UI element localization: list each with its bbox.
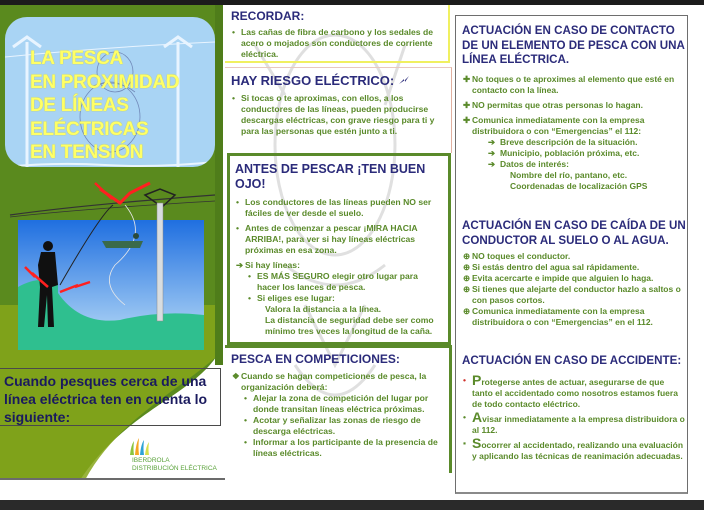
list-item: [462, 408, 687, 436]
arrow-icon: ➔: [488, 158, 496, 169]
detail-text: Coordenadas de localización GPS: [510, 180, 648, 191]
item-text: NO permitas que otras personas lo hagan.: [472, 99, 643, 110]
list-item: [231, 27, 442, 60]
arrow-icon: ➔: [488, 147, 496, 158]
list-item: [462, 306, 687, 328]
section-title: ANTES DE PESCAR ¡TEN BUEN OJO!: [235, 162, 426, 191]
list-item: [462, 371, 687, 410]
list-item: [462, 251, 687, 262]
cover-title: [30, 47, 179, 165]
sub-item: [462, 148, 687, 159]
left-bottom-line: [0, 478, 225, 480]
bullet-icon: •: [248, 293, 252, 303]
bottom-border: [0, 500, 704, 510]
list-item: [462, 74, 687, 96]
circle-bullet-icon: ⊕: [463, 306, 471, 316]
list-item: [231, 93, 445, 137]
sub-item: [231, 415, 443, 437]
list-item: [462, 262, 687, 273]
lightning-bolt-icon: [398, 75, 410, 85]
bullet-icon: •: [232, 93, 236, 103]
section-title: RECORDAR:: [231, 9, 305, 23]
bullet-icon: •: [232, 27, 236, 37]
detail-text: Valora la distancia a la línea.: [265, 304, 382, 314]
logo-line: DISTRIBUCIÓN ELÉCTRICA: [132, 464, 217, 472]
item-text: Si tienes que alejarte del conductor hazlo a saltos o con pasos cortos.: [472, 284, 681, 305]
item-text: Datos de interés:: [500, 158, 569, 169]
callout-box: [0, 368, 221, 426]
section-competiciones: [225, 345, 452, 473]
section-contacto: [462, 24, 687, 192]
item-text: Si estás dentro del agua sal rápidamente.: [472, 262, 640, 272]
item-text: Cuando se hagan competiciones de pesca, la organización deberá:: [241, 371, 427, 392]
iberdrola-logo-icon: [128, 437, 150, 457]
section-title: [231, 73, 445, 88]
title-line: EN PROXIMIDAD: [30, 71, 180, 93]
sub-item: [462, 137, 687, 148]
diamond-bullet-icon: ❖: [232, 371, 240, 381]
bullet-icon: ▪: [463, 437, 467, 448]
circle-bullet-icon: ⊕: [463, 284, 471, 294]
cross-bullet-icon: ✚: [463, 114, 471, 125]
bullet-icon: •: [244, 393, 248, 403]
logo-line: IBERDROLA: [132, 457, 170, 464]
title-box: [5, 17, 215, 167]
initial-letter: A: [472, 408, 483, 425]
right-column: [455, 15, 688, 494]
title-line: ELÉCTRICAS: [30, 118, 149, 140]
title-line: LA PESCA: [30, 48, 123, 69]
bullet-icon: •: [463, 411, 466, 422]
item-text: Informar a los participante de la presencia de líneas eléctricas.: [253, 437, 438, 458]
cover-panel: [0, 5, 223, 480]
item-text: visar inmediatamente a la empresa distribuidora o al 112.: [472, 413, 685, 435]
cross-bullet-icon: ✚: [463, 99, 471, 110]
initial-letter: S: [472, 434, 482, 451]
section-accidente: [462, 354, 687, 462]
item-text: Alejar la zona de competición del lugar por donde transitan líneas eléctrica próximas.: [253, 393, 429, 414]
section-caida: [462, 219, 687, 328]
circle-bullet-icon: ⊕: [463, 262, 471, 272]
item-text: Las cañas de fibra de carbono y los sedales de acero o mojados son conductores de corriente eléctrica.: [241, 27, 434, 59]
sub-item: [235, 293, 443, 304]
detail-text: Nombre del río, pantano, etc.: [510, 169, 628, 180]
bullet-icon: •: [244, 415, 248, 425]
bullet-icon: •: [236, 223, 240, 233]
list-item: [462, 434, 687, 462]
item-text: Si hay líneas:: [245, 260, 300, 270]
bullet-icon: •: [248, 271, 252, 281]
item-text: NO toques el conductor.: [472, 251, 571, 261]
section-title: ACTUACIÓN EN CASO DE ACCIDENTE:: [462, 354, 682, 367]
bullet-icon: •: [244, 437, 248, 447]
section-antes-de-pescar: [227, 153, 451, 345]
item-text: Breve descripción de la situación.: [500, 136, 638, 147]
item-text: Si eliges ese lugar:: [257, 293, 335, 303]
initial-letter: P: [472, 371, 482, 388]
list-item: [462, 284, 687, 306]
circle-bullet-icon: ⊕: [463, 273, 471, 283]
arrow-icon: ➔: [488, 136, 496, 147]
bullet-icon: •: [236, 197, 240, 207]
sub-item: [231, 437, 443, 459]
sub-item: [235, 271, 443, 293]
item-text: No toques o te aproximes al elemento que esté en contacto con la línea.: [472, 73, 675, 95]
section-title: PESCA EN COMPETICIONES:: [231, 352, 400, 366]
logo-text: [132, 457, 217, 472]
section-title: ACTUACIÓN EN CASO DE CONTACTO DE UN ELEMENTO DE PESCA CON UNA LÍNEA ELÉCTRICA.: [462, 24, 685, 66]
detail-text: La distancia de seguridad debe ser como mínimo tres veces la longitud de la caña.: [265, 315, 434, 336]
item-text: ES MÁS SEGURO elegir otro lugar para hacer los lances de pesca.: [257, 271, 418, 292]
list-item: [462, 273, 687, 284]
item-text: Comunica inmediatamente con la empresa distribuidora o con “Emergencias” el 112:: [472, 114, 645, 136]
item-text: Evita acercarte e impide que alguien lo haga.: [472, 273, 654, 283]
title-text: HAY RIESGO ELÉCTRICO:: [231, 73, 395, 88]
list-item: [231, 371, 443, 393]
section-title: ACTUACIÓN EN CASO DE CAÍDA DE UN CONDUCTOR AL SUELO O AL AGUA.: [462, 219, 686, 247]
title-line: EN TENSIÓN: [30, 142, 144, 163]
item-text: Antes de comenzar a pescar ¡MIRA HACIA ARRIBA!, para ver si hay líneas eléctricas próximas en esa zona.: [245, 223, 418, 255]
middle-column: [225, 5, 453, 500]
arrow-icon: ➔: [236, 260, 244, 270]
title-line: DE LÍNEAS: [30, 95, 129, 116]
section-riesgo: [225, 67, 452, 153]
list-item: [235, 197, 443, 219]
item-text: Comunica inmediatamente con la empresa distribuidora o con “Emergencias” en el 112.: [472, 306, 653, 327]
callout-text: Cuando pesques cerca de una línea eléctrica ten en cuenta lo siguiente:: [4, 373, 208, 425]
item-text: rotegerse antes de actuar, asegurarse de que tanto el accidentado como nosotros estamos fuera de todo contacto eléctrico.: [472, 376, 678, 409]
list-item: [462, 115, 687, 137]
item-text: Municipio, población próxima, etc.: [500, 147, 640, 158]
fishing-scene-illustration: [0, 175, 223, 355]
sub-item: [231, 393, 443, 415]
list-item: [462, 100, 687, 111]
bullet-icon: •: [463, 374, 466, 385]
list-item: [235, 260, 443, 271]
item-text: Si tocas o te aproximas, con ellos, a los conductores de las líneas, pueden producirse descargas eléctricas, con grave riesgo para ti y para las personas que estén junto a ti.: [241, 93, 435, 136]
circle-bullet-icon: ⊕: [463, 251, 471, 261]
item-text: Los conductores de las líneas pueden NO ser fáciles de ver desde el suelo.: [245, 197, 432, 218]
sub-item: [462, 159, 687, 170]
section-recordar: [225, 5, 450, 63]
list-item: [235, 223, 443, 256]
item-text: Acotar y señalizar las zonas de riesgo de descarga eléctricas.: [253, 415, 421, 436]
cross-bullet-icon: ✚: [463, 73, 471, 84]
item-text: ocorrer al accidentado, realizando una evaluación y aplicando las técnicas de reanimación adecuadas.: [472, 439, 684, 461]
